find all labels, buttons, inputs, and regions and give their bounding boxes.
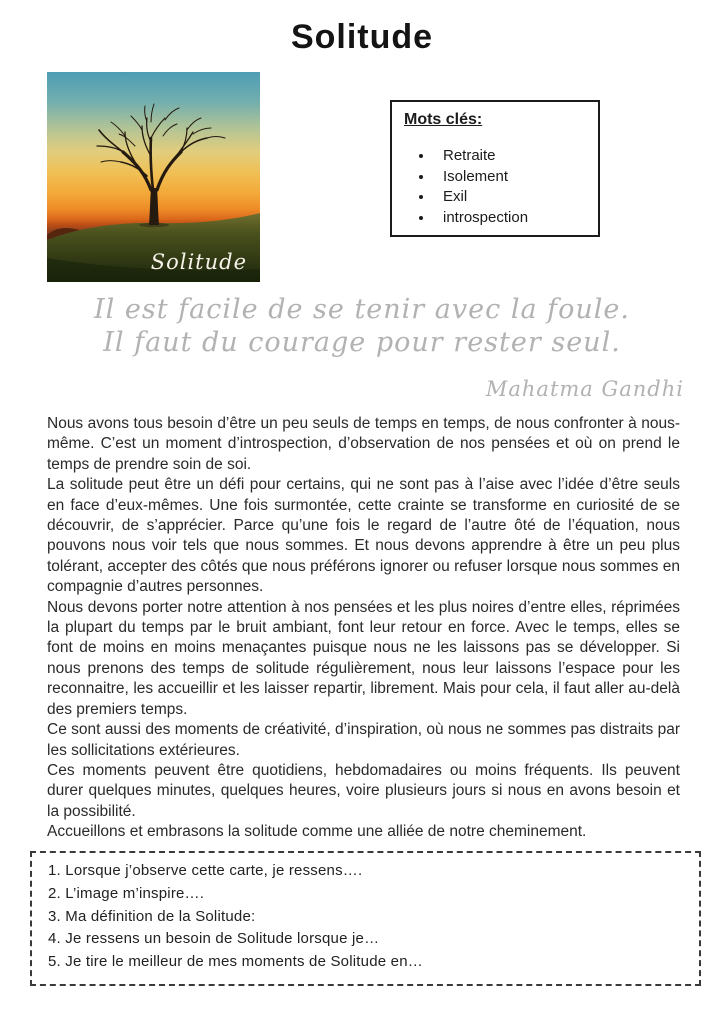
keyword-item: • Exil xyxy=(434,187,586,208)
prompts-box xyxy=(30,851,701,986)
prompt-item: 5. Je tire le meilleur de mes moments de Solitude en… xyxy=(48,953,423,971)
keyword-item: • Retraite xyxy=(434,146,586,167)
keyword-item: • Isolement xyxy=(434,167,586,188)
prompt-item: 4. Je ressens un besoin de Solitude lorsque je… xyxy=(48,930,380,948)
keywords-heading: Mots clés: xyxy=(404,111,483,128)
paragraph: Accueillons et embrasons la solitude comme une alliée de notre cheminement. xyxy=(47,823,587,841)
prompt-item: 2. L’image m’inspire…. xyxy=(48,884,205,902)
body-text xyxy=(47,414,680,843)
keyword-item: • introspection xyxy=(434,208,586,229)
keywords-list xyxy=(404,146,586,228)
quote-line-1: Il est facile de se tenir avec la foule. xyxy=(94,294,630,325)
paragraph: Nous avons tous besoin d’être un peu seuls de temps en temps, de nous confronter à nous-même. C’est un moment d’introspection, d’observation de nos pensées et où on prend le temps de prendre soin de soi. xyxy=(47,415,680,473)
paragraph: Nous devons porter notre attention à nos pensées et les plus noires d’entre elles, réprimées la plupart du temps par le bruit ambiant, font leur retour en force. Avec le temps, elles se font de moins en moins menaçantes puisque nous ne les laissons pas se développer. Si nous prenons des temps de solitude régulièrement, nous leur laissons l’espace pour les reconnaitre, les accueillir et les laisser repartir, librement. Mais pour cela, il faut aller au-delà des premiers temps. xyxy=(47,598,680,718)
quote xyxy=(0,293,724,359)
paragraph: Ces moments peuvent être quotidiens, hebdomadaires ou moins fréquents. Ils peuvent durer quelques minutes, quelques heures, voire plusieurs jours si nous en avons besoin et la possibilité. xyxy=(47,761,680,820)
quote-line-2: Il faut du courage pour rester seul. xyxy=(103,327,621,358)
page-title: Solitude xyxy=(290,18,434,56)
quote-author: Mahatma Gandhi xyxy=(485,377,684,401)
prompt-item: 1. Lorsque j’observe cette carte, je ressens…. xyxy=(48,862,363,879)
paragraph: La solitude peut être un défi pour certains, qui ne sont pas à l’aise avec l’idée d’être seuls en face d’eux-mêmes. Une fois surmontée, cette crainte se transforme en curiosité de se découvrir, de s’apprécier. Parce qu’une fois le regard de l’autre ôté de l’équation, nous pouvons nous voir tels que nous sommes. Et nous devons apprendre à être un peu plus tolérant, accepter des côtés que nous préférons ignorer ou refuser lorsque nous sommes en compagnie d’autres personnes. xyxy=(47,476,680,596)
keywords-box xyxy=(390,100,600,237)
solitude-photo xyxy=(47,72,260,282)
prompt-item: 3. Ma définition de la Solitude: xyxy=(48,907,256,925)
photo-caption: Solitude xyxy=(150,250,247,274)
paragraph: Ce sont aussi des moments de créativité, d’inspiration, où nous ne sommes pas distraits par les sollicitations extérieures. xyxy=(47,721,680,759)
